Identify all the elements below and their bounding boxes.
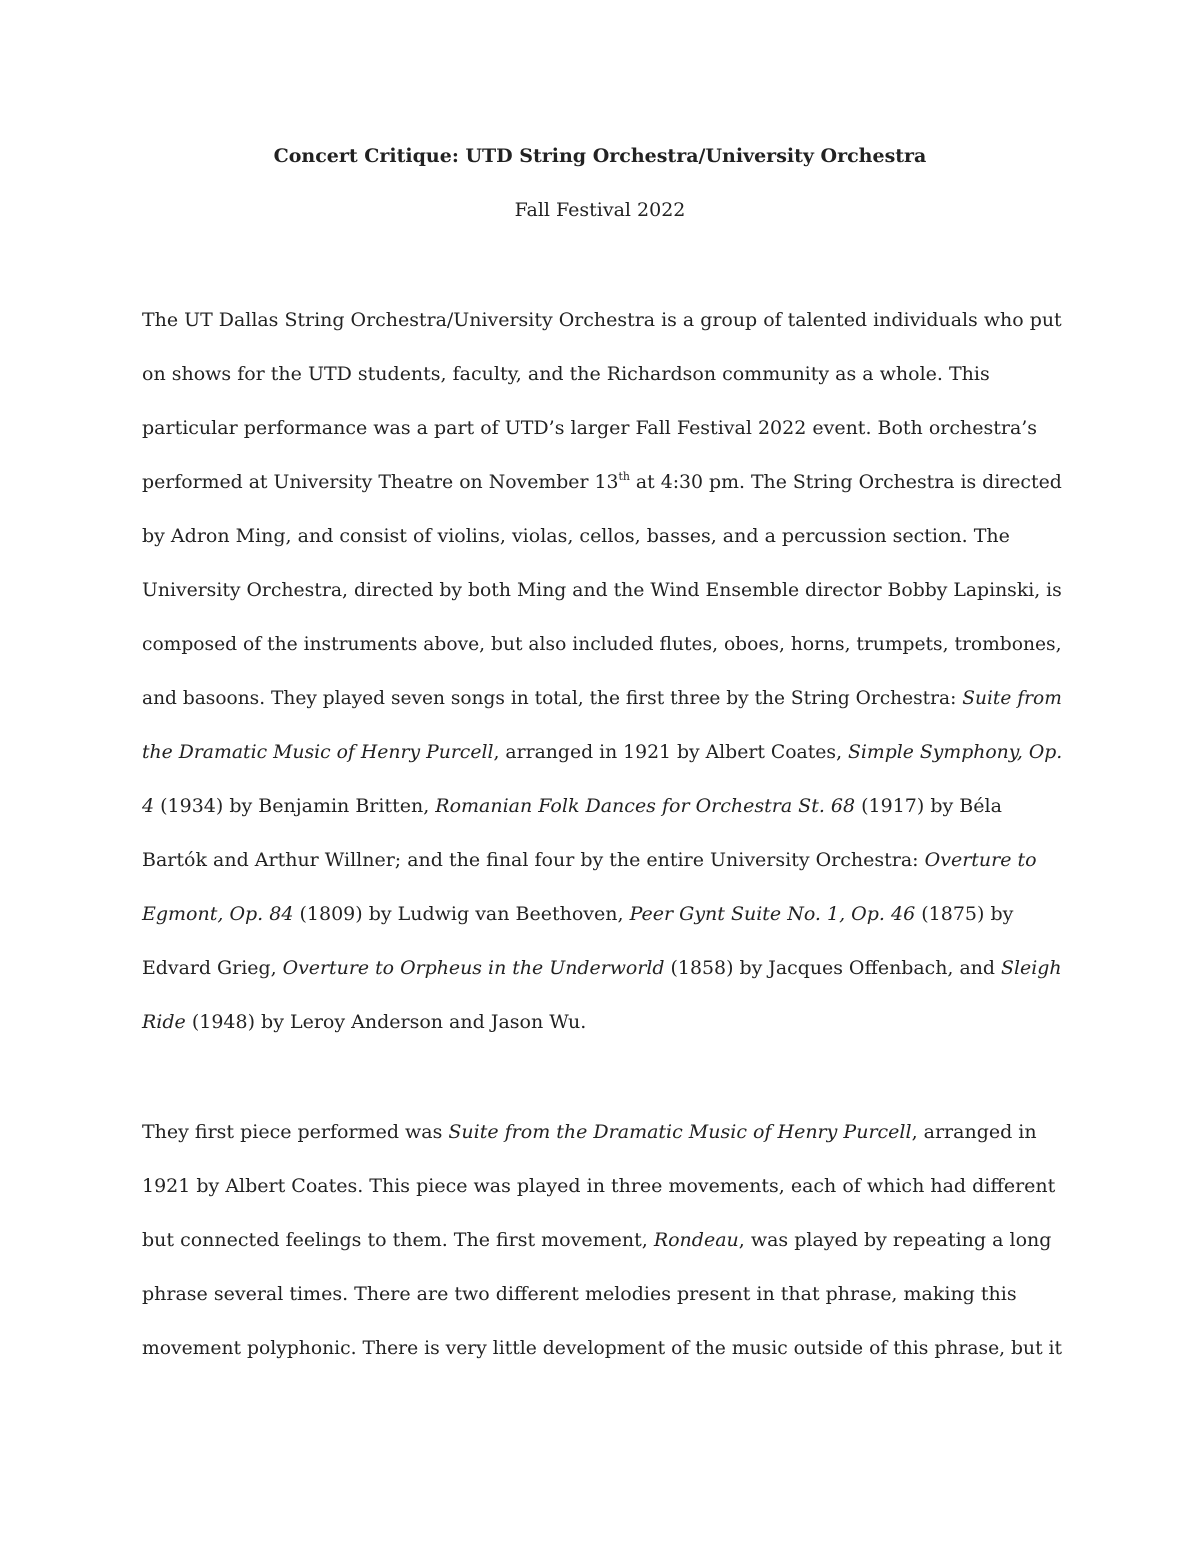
work-title: the Dramatic Music of Henry Purcell [142, 741, 494, 763]
work-title: Suite from the Dramatic Music of Henry Purcell [448, 1121, 912, 1143]
text-line [142, 725, 1063, 779]
work-title: Sleigh [1001, 957, 1062, 979]
text-run: , arranged in 1921 by Albert Coates, [493, 741, 849, 763]
ordinal-suffix: th [618, 470, 630, 483]
text-run: , was played by repeating a long [738, 1229, 1052, 1251]
document-title: Concert Critique: UTD String Orchestra/University Orchestra [273, 145, 927, 167]
text-run: Edvard Grieg, [142, 957, 283, 979]
work-title: Romanian Folk Dances for Orchestra St. 68 [435, 795, 856, 817]
text-run: (1858) by Jacques Offenbach, and [664, 957, 1002, 979]
text-run: and basoons. They played seven songs in total, the first three by the String Orchestra: [142, 687, 963, 709]
text-run: (1948) by Leroy Anderson and Jason Wu. [185, 1011, 587, 1033]
text-line [142, 779, 1062, 833]
text-line [142, 995, 1062, 1049]
text-line: 1921 by Albert Coates. This piece was played in three movements, each of which had different [142, 1175, 1056, 1197]
work-title: Simple Symphony, Op. [848, 741, 1063, 763]
work-title: Overture to [924, 849, 1037, 871]
text-line [142, 941, 1062, 995]
text-line [142, 833, 1062, 887]
work-title: 4 [142, 795, 155, 817]
text-line: on shows for the UTD students, faculty, and the Richardson community as a whole. This [142, 363, 990, 385]
work-title: Overture to Orpheus in the Underworld [282, 957, 665, 979]
text-run: (1875) by [915, 903, 1014, 925]
text-line [142, 887, 1062, 941]
paragraph-first-piece [142, 1105, 1062, 1375]
paragraph-intro [142, 293, 1062, 1049]
text-line: particular performance was a part of UTD’s larger Fall Festival 2022 event. Both orchestra’s [142, 417, 1038, 439]
work-title: Egmont, Op. 84 [142, 903, 294, 925]
text-line: University Orchestra, directed by both Ming and the Wind Ensemble director Bobby Lapinski, is [142, 579, 1062, 601]
document-subtitle: Fall Festival 2022 [514, 199, 686, 221]
movement-title: Rondeau [653, 1229, 739, 1251]
text-line: by Adron Ming, and consist of violins, violas, cellos, basses, and a percussion section. The [142, 525, 1010, 547]
work-title: Suite from [962, 687, 1062, 709]
text-run: at 4:30 pm. The String Orchestra is directed [629, 471, 1062, 493]
work-title: Peer Gynt Suite No. 1, Op. 46 [629, 903, 916, 925]
text-line: composed of the instruments above, but also included flutes, oboes, horns, trumpets, trombones, [142, 633, 1062, 655]
text-run: , arranged in [911, 1121, 1037, 1143]
text-line [142, 1213, 1062, 1267]
text-line: The UT Dallas String Orchestra/University Orchestra is a group of talented individuals who put [142, 309, 1062, 331]
work-title: Ride [142, 1011, 186, 1033]
text-run: performed at University Theatre on November 13 [142, 471, 619, 493]
text-line [142, 1105, 1062, 1159]
text-run: but connected feelings to them. The first movement, [142, 1229, 654, 1251]
text-line [142, 455, 1062, 509]
text-line: movement polyphonic. There is very little development of the music outside of this phrase, but it [142, 1337, 1063, 1359]
text-run: (1917) by Béla [855, 795, 1002, 817]
text-run: They first piece performed was [142, 1121, 449, 1143]
text-run: Bartók and Arthur Willner; and the final four by the entire University Orchestra: [142, 849, 925, 871]
text-line: phrase several times. There are two different melodies present in that phrase, making this [142, 1283, 1017, 1305]
text-run: (1934) by Benjamin Britten, [154, 795, 436, 817]
text-line [142, 671, 1062, 725]
text-run: (1809) by Ludwig van Beethoven, [293, 903, 630, 925]
